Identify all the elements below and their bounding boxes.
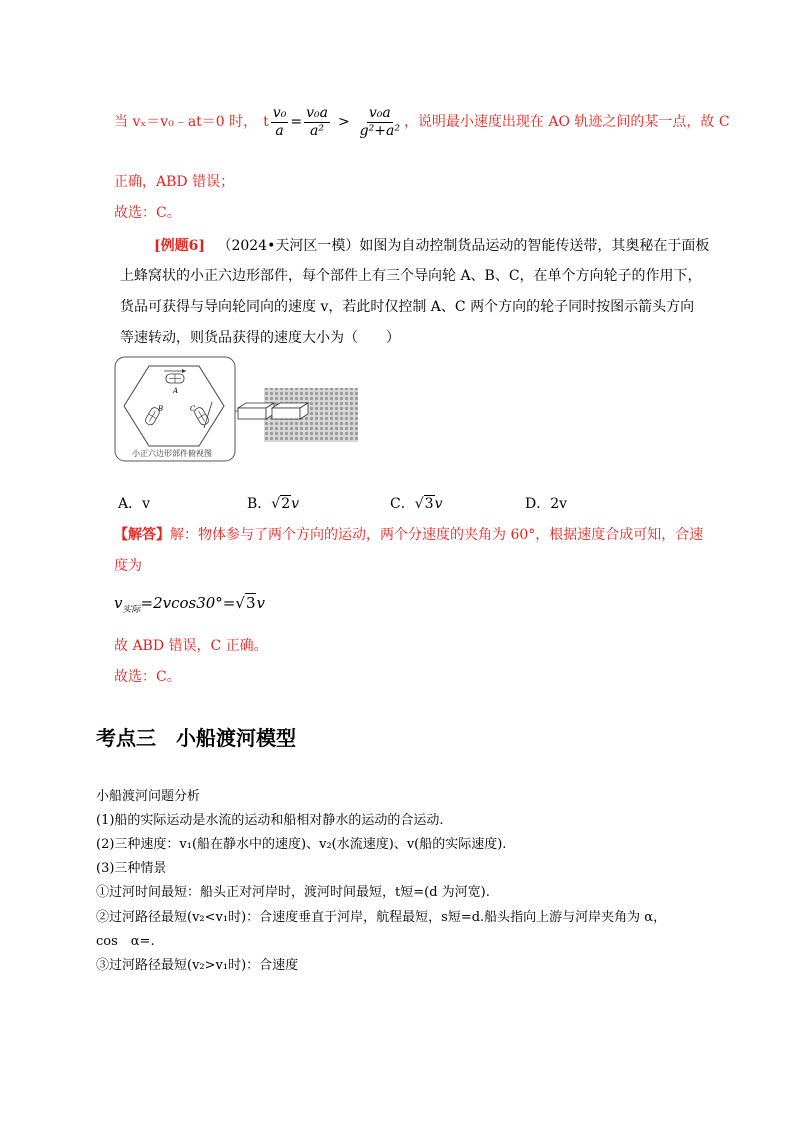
option-d: D．2v bbox=[525, 496, 568, 512]
analysis-line-4: (3)三种情景 bbox=[96, 861, 167, 876]
answer-line-2: 度为 bbox=[114, 558, 142, 574]
equals-sign: = bbox=[290, 114, 303, 130]
answer-line-1: 【解答】解：物体参与了两个方向的运动，两个分速度的夹角为 60°，根据速度合成可知，合速 bbox=[114, 527, 704, 543]
label-a: A bbox=[173, 387, 179, 395]
line1-suffix: ，说明最小速度出现在 AO 轨迹之间的某一点，故 C bbox=[403, 114, 730, 130]
answer-formula: $v_{实际}=2vcos30^\circ=√3v$ bbox=[114, 594, 265, 615]
fraction-v0-over-a: $\frac{\text{v₀}}{a}$ bbox=[272, 104, 287, 139]
fraction-v0a-over-a2: $\frac{\text{v₀a}}{\text{a²}}$ bbox=[306, 104, 328, 139]
solution-line-2: 正确，ABD 错误； bbox=[114, 174, 235, 190]
sqrt-3: √3 bbox=[414, 496, 434, 512]
sqrt-3-answer: √3 bbox=[235, 594, 256, 612]
wheel-a-icon bbox=[164, 369, 186, 383]
analysis-line-1: 小船渡河问题分析 bbox=[96, 789, 201, 804]
example-6-line-1 bbox=[154, 236, 709, 256]
example-6-line-3: 货品可获得与导向轮同向的速度 v，若此时仅控制 A、C 两个方向的轮子同时按图示箭头方向 bbox=[120, 299, 695, 315]
solution-line-1 bbox=[114, 104, 730, 140]
conveyor-figure-svg bbox=[114, 356, 364, 464]
analysis-line-8: ③过河路径最短(v₂>v₁时)：合速度 bbox=[96, 958, 299, 973]
analysis-line-3: (2)三种速度：v₁(船在静水中的速度)、v₂(水流速度)、v(船的实际速度). bbox=[96, 837, 507, 852]
option-b: B．√2v bbox=[247, 496, 300, 512]
solution-line-3: 故选：C。 bbox=[114, 205, 181, 221]
line1-prefix: 当 vₓ＝v₀﹣at＝0 时， bbox=[114, 114, 258, 130]
figure-caption: 小正六边形部件俯视图 bbox=[132, 449, 212, 458]
example-6-line-4: 等速转动，则货品获得的速度大小为（ ） bbox=[120, 330, 400, 346]
t-label: t bbox=[263, 114, 269, 130]
analysis-line-7: cos α=. bbox=[96, 934, 155, 949]
sqrt-2: √2 bbox=[271, 496, 291, 512]
analysis-line-2: (1)船的实际运动是水流的运动和船相对静水的运动的合运动. bbox=[96, 813, 444, 828]
analysis-line-6: ②过河路径最短(v₂<v₁时)：合速度垂直于河岸，航程最短，s短=d.船头指向上游与河岸夹角为 α， bbox=[96, 910, 667, 925]
greater-than-sign: > bbox=[337, 114, 350, 130]
example-text-1: 如图为自动控制货品运动的智能传送带，其奥秘在于面板 bbox=[359, 238, 710, 254]
example-6-line-2: 上蜂窝状的小正六边形部件，每个部件上有三个导向轮 A、B、C，在单个方向轮子的作用下， bbox=[120, 268, 702, 284]
example-source: （2024•天河区一模） bbox=[217, 238, 360, 254]
fraction-v0a-over-g2a2: $\frac{\text{v₀a}}{\text{g²+a²}}$ bbox=[359, 104, 400, 139]
answer-conclusion: 故 ABD 错误，C 正确。 bbox=[114, 638, 268, 654]
cargo-box-1 bbox=[238, 403, 274, 419]
analysis-line-5: ①过河时间最短：船头正对河岸时，渡河时间最短，t短=(d 为河宽). bbox=[96, 885, 490, 900]
option-c: C．√3v bbox=[390, 496, 443, 512]
example-tag: [例题6] bbox=[154, 238, 205, 254]
cargo-box-2 bbox=[272, 403, 308, 419]
label-b: B bbox=[158, 405, 164, 413]
answer-tag: 【解答】 bbox=[114, 527, 170, 543]
label-c: C bbox=[190, 405, 196, 413]
answer-choice: 故选：C。 bbox=[114, 669, 181, 685]
section-heading: 考点三 小船渡河模型 bbox=[96, 726, 296, 750]
conveyor-figure bbox=[114, 356, 364, 464]
option-a: A．v bbox=[118, 496, 151, 512]
